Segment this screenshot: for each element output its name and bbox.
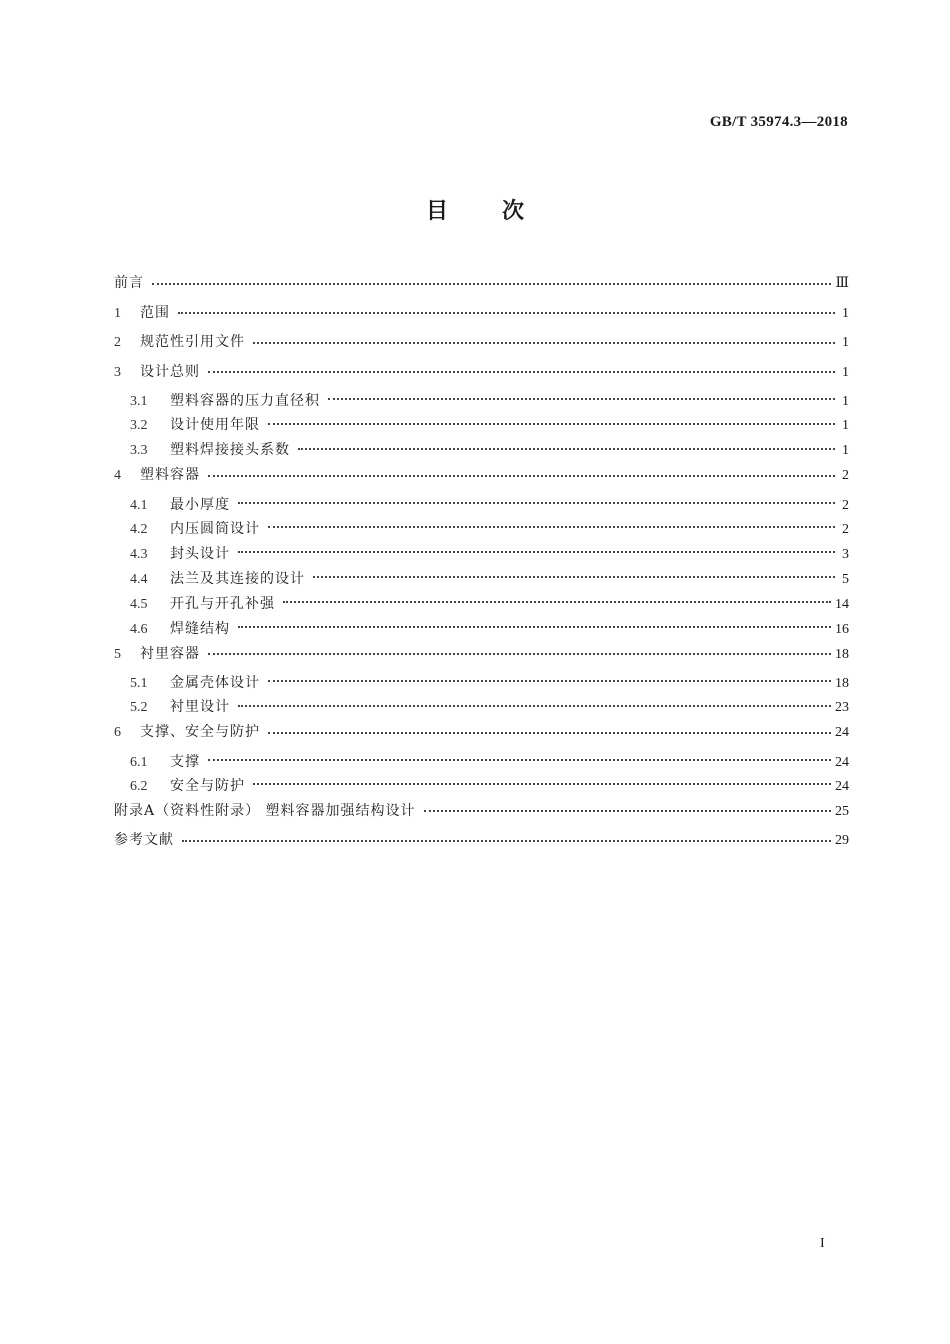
toc-entry-label: 附录A（资料性附录） 塑料容器加强结构设计 xyxy=(114,802,416,819)
toc-entry[interactable] xyxy=(114,361,849,391)
toc-entry[interactable] xyxy=(114,331,849,361)
toc-entry[interactable] xyxy=(114,439,849,464)
toc-entry-page: 18 xyxy=(835,646,849,662)
toc-entry[interactable] xyxy=(114,414,849,439)
toc-entry-number: 4.3 xyxy=(130,546,148,562)
toc-dot-leader xyxy=(238,502,835,504)
toc-entry-page: 25 xyxy=(835,803,849,819)
toc-entry[interactable] xyxy=(114,800,849,830)
toc-entry-page: 1 xyxy=(842,443,849,458)
toc-entry-page: 18 xyxy=(835,676,849,691)
toc-entry[interactable] xyxy=(114,272,849,302)
toc-entry-label: 前言 xyxy=(114,275,144,291)
toc-entry-page: 2 xyxy=(842,497,849,513)
toc-entry[interactable] xyxy=(114,518,849,543)
toc-entry[interactable] xyxy=(114,464,849,494)
toc-entry-number: 6 xyxy=(114,725,121,740)
toc-entry-label: 最小厚度 xyxy=(170,496,230,513)
toc-entry-label: 规范性引用文件 xyxy=(140,334,245,350)
toc-entry-number: 4.2 xyxy=(130,521,148,537)
toc-entry-label: 开孔与开孔补强 xyxy=(170,595,275,612)
toc-dot-leader xyxy=(328,398,835,400)
toc-entry-number: 3.1 xyxy=(130,394,148,409)
toc-entry-label: 参考文献 xyxy=(114,832,174,848)
toc-entry-label: 支撑、安全与防护 xyxy=(140,724,260,740)
toc-entry-label: 衬里设计 xyxy=(170,699,230,715)
toc-entry-label: 支撑 xyxy=(170,753,200,770)
toc-entry-number: 5.2 xyxy=(130,700,148,715)
toc-dot-leader xyxy=(208,653,831,655)
toc-entry[interactable] xyxy=(114,672,849,696)
toc-entry-page: 1 xyxy=(842,418,849,433)
table-of-contents xyxy=(114,272,849,859)
toc-entry[interactable] xyxy=(114,543,849,568)
toc-entry[interactable] xyxy=(114,568,849,593)
toc-entry-label: 内压圆筒设计 xyxy=(170,520,260,537)
toc-entry-page: 2 xyxy=(842,521,849,537)
toc-dot-leader xyxy=(238,705,831,707)
toc-entry-number: 4.5 xyxy=(130,596,148,612)
toc-entry[interactable] xyxy=(114,696,849,721)
toc-dot-leader xyxy=(268,680,831,682)
toc-dot-leader xyxy=(268,526,835,528)
toc-dot-leader xyxy=(298,448,835,450)
toc-entry-label: 衬里容器 xyxy=(140,645,200,662)
toc-entry-number: 3.2 xyxy=(130,418,148,433)
page-title: 目次 xyxy=(425,199,578,224)
toc-entry-number: 4.4 xyxy=(130,571,148,587)
toc-entry-number: 2 xyxy=(114,335,121,350)
toc-dot-leader xyxy=(208,371,835,373)
toc-entry-number: 4 xyxy=(114,468,121,483)
toc-entry[interactable] xyxy=(114,829,849,859)
toc-entry-label: 设计使用年限 xyxy=(170,417,260,433)
toc-entry-page: 5 xyxy=(842,571,849,587)
toc-entry-page: 2 xyxy=(842,468,849,483)
toc-entry[interactable] xyxy=(114,494,849,518)
toc-entry-label: 法兰及其连接的设计 xyxy=(170,570,305,587)
toc-entry-number: 3 xyxy=(114,364,121,380)
toc-dot-leader xyxy=(238,626,831,628)
toc-dot-leader xyxy=(238,551,835,553)
toc-entry-label: 设计总则 xyxy=(140,363,200,380)
toc-entry[interactable] xyxy=(114,721,849,751)
toc-entry-label: 塑料焊接接头系数 xyxy=(170,442,290,458)
toc-dot-leader xyxy=(283,601,831,603)
toc-dot-leader xyxy=(178,312,835,314)
toc-entry[interactable] xyxy=(114,643,849,673)
toc-dot-leader xyxy=(208,475,835,477)
toc-entry[interactable] xyxy=(114,618,849,643)
toc-entry-page: 24 xyxy=(835,754,849,770)
toc-entry-label: 塑料容器 xyxy=(140,467,200,483)
toc-entry[interactable] xyxy=(114,593,849,618)
toc-entry[interactable] xyxy=(114,775,849,800)
toc-entry[interactable] xyxy=(114,751,849,775)
toc-entry[interactable] xyxy=(114,390,849,414)
toc-entry-number: 3.3 xyxy=(130,443,148,458)
toc-entry-page: 1 xyxy=(842,394,849,409)
toc-entry-label: 安全与防护 xyxy=(170,777,245,794)
toc-entry-label: 焊缝结构 xyxy=(170,620,230,637)
toc-entry-page: 29 xyxy=(835,833,849,848)
toc-entry[interactable] xyxy=(114,302,849,332)
toc-entry-number: 6.1 xyxy=(130,754,148,770)
toc-entry-page: 24 xyxy=(835,778,849,794)
toc-dot-leader xyxy=(268,732,831,734)
toc-entry-label: 封头设计 xyxy=(170,545,230,562)
toc-entry-page: 1 xyxy=(842,364,849,380)
toc-entry-page: 3 xyxy=(842,546,849,562)
toc-dot-leader xyxy=(152,283,831,285)
toc-entry-label: 范围 xyxy=(140,304,170,321)
toc-entry-number: 1 xyxy=(114,305,121,321)
toc-entry-label: 金属壳体设计 xyxy=(170,675,260,691)
toc-entry-number: 4.1 xyxy=(130,497,148,513)
toc-dot-leader xyxy=(268,423,835,425)
toc-dot-leader xyxy=(208,759,831,761)
toc-entry-page: 23 xyxy=(835,700,849,715)
toc-entry-number: 5 xyxy=(114,646,121,662)
toc-entry-page: 16 xyxy=(835,621,849,637)
toc-entry-page: 24 xyxy=(835,725,849,740)
toc-entry-label: 塑料容器的压力直径积 xyxy=(170,393,320,409)
toc-dot-leader xyxy=(253,342,835,344)
toc-dot-leader xyxy=(424,810,831,812)
toc-entry-number: 4.6 xyxy=(130,621,148,637)
toc-entry-page: 1 xyxy=(842,305,849,321)
toc-dot-leader xyxy=(253,783,831,785)
standard-code: GB/T 35974.3—2018 xyxy=(709,114,848,130)
toc-entry-page: Ⅲ xyxy=(835,276,849,291)
toc-entry-number: 6.2 xyxy=(130,778,148,794)
toc-entry-page: 14 xyxy=(835,596,849,612)
toc-dot-leader xyxy=(313,576,835,578)
toc-entry-page: 1 xyxy=(842,335,849,350)
toc-entry-number: 5.1 xyxy=(130,676,148,691)
toc-dot-leader xyxy=(182,840,831,842)
footer-page-number: I xyxy=(820,1236,825,1251)
